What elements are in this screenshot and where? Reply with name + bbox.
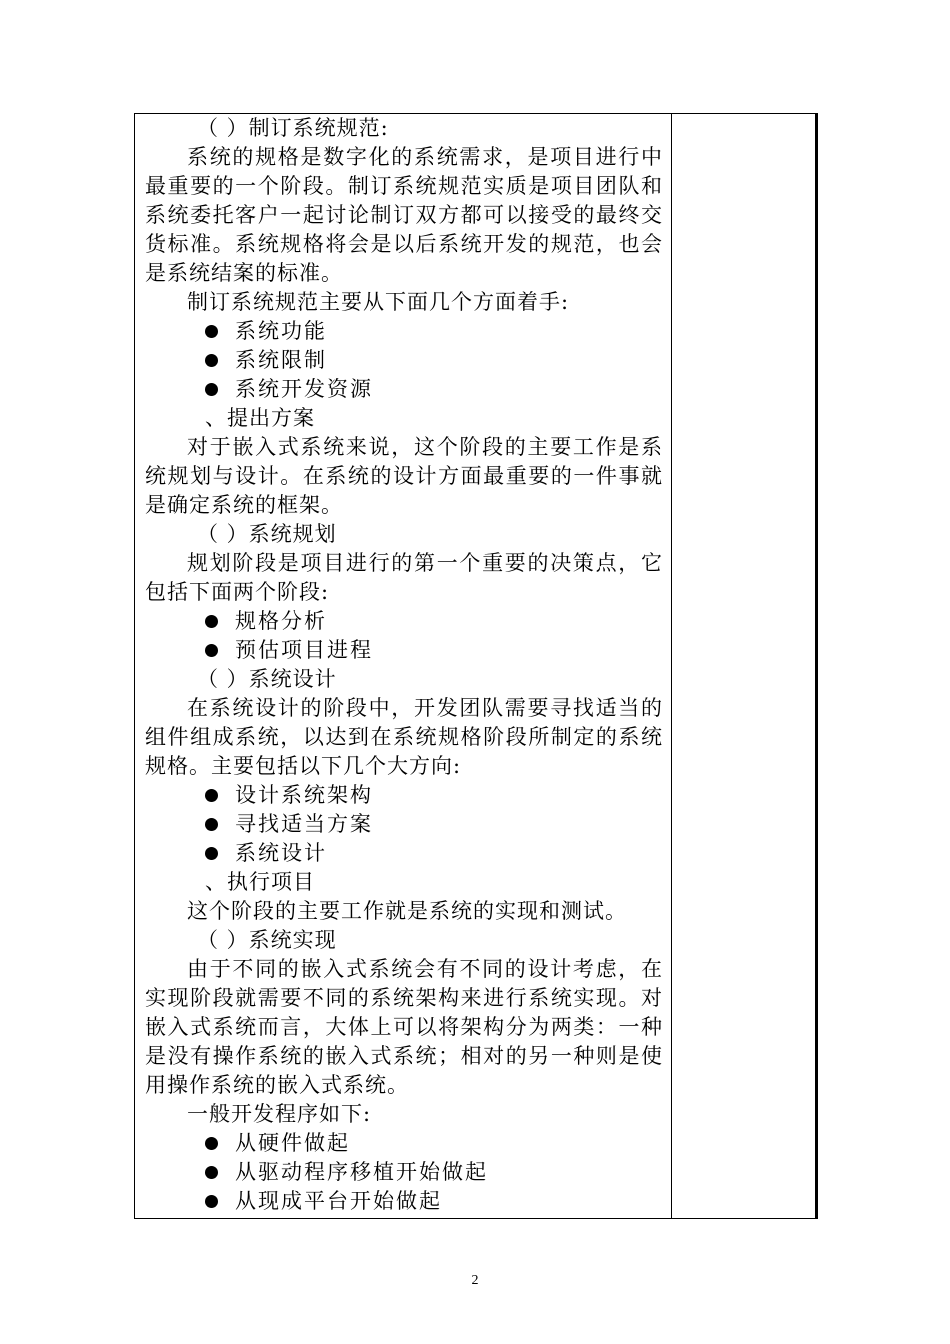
- bullet-text: 寻找适当方案: [235, 812, 373, 836]
- paragraph: [145, 143, 663, 288]
- bullet-item: [145, 346, 663, 375]
- para-text: 这个阶段的主要工作就是系统的实现和测试。: [187, 899, 627, 923]
- bullet-dot-icon: [205, 383, 218, 396]
- content-table: [134, 113, 818, 1219]
- page-number: 2: [471, 1273, 479, 1288]
- bullet-text: 系统功能: [235, 319, 327, 343]
- bullet-text: 系统开发资源: [235, 377, 373, 401]
- para-text: 在系统设计的阶段中，开发团队需要寻找适当的组件组成系统，以达到在系统规格阶段所制定的系统规格。主要包括以下几个大方向:: [145, 696, 663, 778]
- bullet-dot-icon: [205, 1166, 218, 1179]
- section-heading: [145, 520, 663, 549]
- para-text: 制订系统规范主要从下面几个方面着手:: [187, 290, 570, 314]
- paragraph: [145, 433, 663, 520]
- bullet-dot-icon: [205, 1195, 218, 1208]
- bullet-item: [145, 1129, 663, 1158]
- bullet-item: [145, 839, 663, 868]
- heading-text: 、执行项目: [205, 870, 315, 894]
- para-text: 对于嵌入式系统来说，这个阶段的主要工作是系统规划与设计。在系统的设计方面最重要的一件事就是确定系统的框架。: [145, 435, 663, 517]
- heading-text: 、提出方案: [205, 406, 315, 430]
- bullet-item: [145, 317, 663, 346]
- section-heading: [145, 665, 663, 694]
- bullet-text: 预估项目进程: [235, 638, 373, 662]
- paragraph: [145, 1100, 663, 1129]
- bullet-dot-icon: [205, 847, 218, 860]
- heading-text: （ ）系统实现: [197, 928, 337, 952]
- bullet-text: 从驱动程序移植开始做起: [235, 1160, 488, 1184]
- bullet-item: [145, 781, 663, 810]
- column-divider: [671, 114, 672, 1218]
- bullet-item: [145, 1187, 663, 1216]
- bullet-item: [145, 607, 663, 636]
- paragraph: [145, 288, 663, 317]
- section-heading: [145, 114, 663, 143]
- heading-text: （ ）制订系统规范:: [197, 116, 389, 140]
- bullet-text: 从硬件做起: [235, 1131, 350, 1155]
- paragraph: [145, 955, 663, 1100]
- paragraph: [145, 694, 663, 781]
- section-heading: [145, 926, 663, 955]
- bullet-text: 系统设计: [235, 841, 327, 865]
- bullet-text: 系统限制: [235, 348, 327, 372]
- paragraph: [145, 897, 663, 926]
- bullet-dot-icon: [205, 1137, 218, 1150]
- paragraph: [145, 549, 663, 607]
- bullet-text: 设计系统架构: [235, 783, 373, 807]
- heading-text: （ ）系统设计: [197, 667, 337, 691]
- para-text: 由于不同的嵌入式系统会有不同的设计考虑，在实现阶段就需要不同的系统架构来进行系统实现。对嵌入式系统而言，大体上可以将架构分为两类：一种是没有操作系统的嵌入式系统；相对的另一种则是使用操作系统的嵌入式系统。: [145, 957, 663, 1097]
- heading-text: （ ）系统规划: [197, 522, 337, 546]
- bullet-item: [145, 636, 663, 665]
- bullet-dot-icon: [205, 354, 218, 367]
- left-cell-content: [145, 114, 663, 1216]
- bullet-text: 规格分析: [235, 609, 327, 633]
- para-text: 系统的规格是数字化的系统需求，是项目进行中最重要的一个阶段。制订系统规范实质是项目团队和系统委托客户一起讨论制订双方都可以接受的最终交货标准。系统规格将会是以后系统开发的规范，也会是系统结案的标准。: [145, 145, 663, 285]
- bullet-text: 从现成平台开始做起: [235, 1189, 442, 1213]
- para-text: 规划阶段是项目进行的第一个重要的决策点，它包括下面两个阶段:: [145, 551, 663, 604]
- bullet-item: [145, 375, 663, 404]
- bullet-dot-icon: [205, 615, 218, 628]
- para-text: 一般开发程序如下:: [187, 1102, 372, 1126]
- section-heading: [145, 868, 663, 897]
- bullet-item: [145, 810, 663, 839]
- bullet-item: [145, 1158, 663, 1187]
- bullet-dot-icon: [205, 644, 218, 657]
- section-heading: [145, 404, 663, 433]
- bullet-dot-icon: [205, 325, 218, 338]
- bullet-dot-icon: [205, 789, 218, 802]
- bullet-dot-icon: [205, 818, 218, 831]
